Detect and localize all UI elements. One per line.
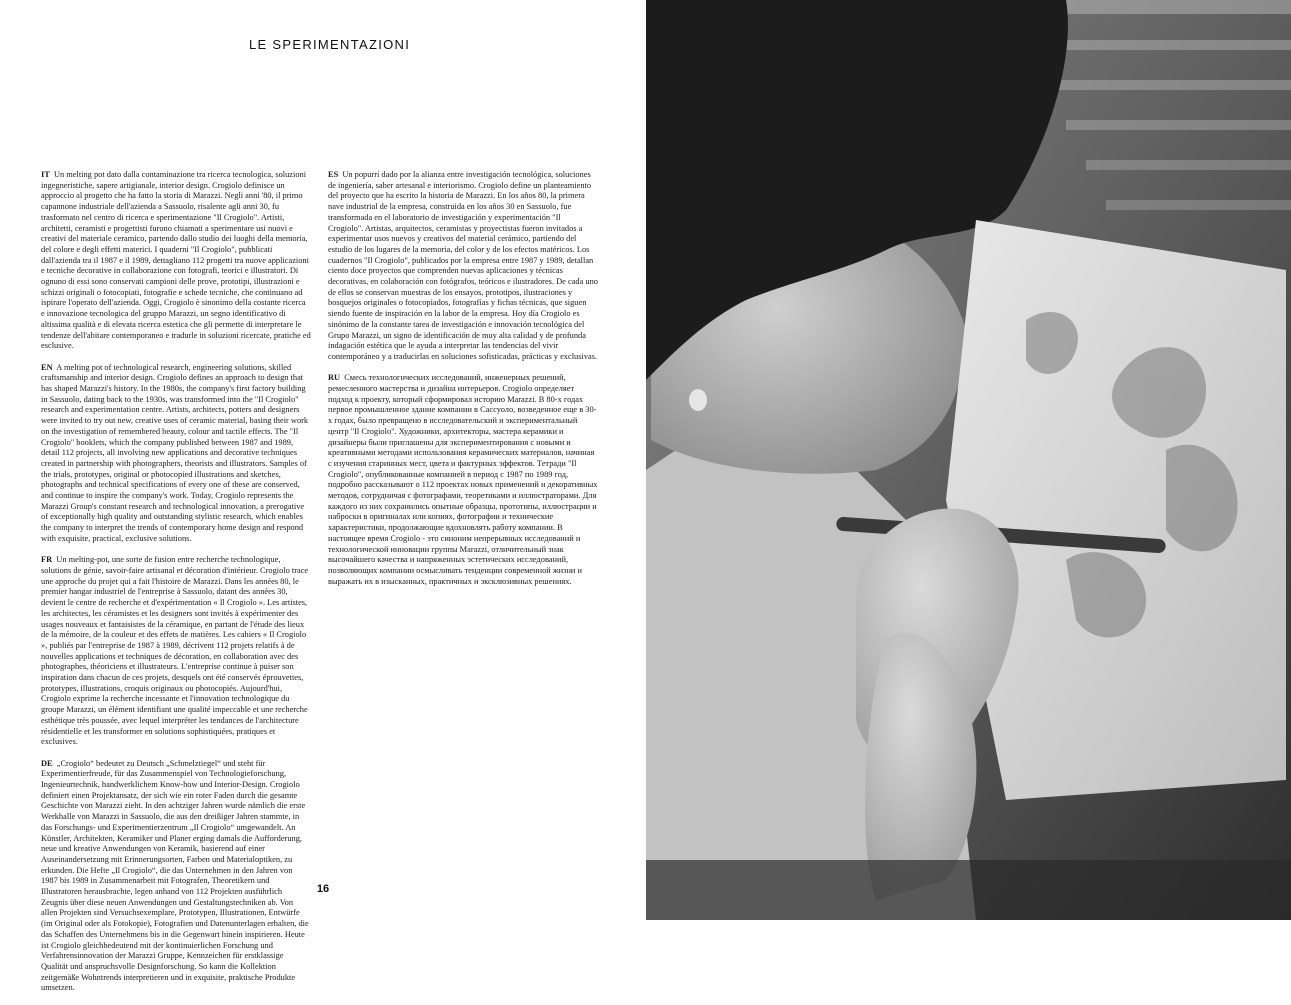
paragraph-ru <box>328 373 598 587</box>
paragraph-ru-body: Смесь технологических исследований, инженерных решений, ремесленного мастерства и дизайна интерьеров. Crogiolo определяет подход к проекту, который сформировал историю Marazzi. В 80-х годах первое промышленное здание компании в Сассуоло, возведенное еще в 30-х годах, было превращено в исследовательский и экспериментальный центр "Il Crogiolo". Художники, архитекторы, мастера керамики и дизайнеры были приглашены для экспериментирования с новыми и креативными методами использования керамических материалов, начиная с изучения старинных мест, цвета и фактурных эффектов. Тетради "Il Crogiolo", опубликованные компанией в период с 1987 по 1989 год, подробно рассказывают о 112 проектах новых применений и декоративных методов, сотрудничая с фотографами, теоретиками и иллюстраторами. Для каждого из них сохранились опытные образцы, прототипы, иллюстрации и наброски в оригиналах или копиях, фотографии и технические характеристики, продолжающие вдохновлять работу компании. В настоящее время Crogiolo - это синоним непрерывных исследований и технологической инновации группы Marazzi, отличительный знак высочайшего качества и напряженных эстетических исследований, позволяющих компании осмысливать тенденции современной жизни и выражать их в изысканных, практичных и эксклюзивных решениях. <box>328 373 598 586</box>
text-page <box>0 0 646 993</box>
text-column-left <box>41 170 311 1005</box>
page-title: LE SPERIMENTAZIONI <box>249 37 411 52</box>
paragraph-en <box>41 363 311 545</box>
photo-illustration <box>646 0 1291 920</box>
language-label-de: DE <box>41 758 53 768</box>
language-label-ru: RU <box>328 373 341 383</box>
language-label-it: IT <box>41 170 50 179</box>
paragraph-it-body: Un melting pot dato dalla contaminazione tra ricerca tecnologica, soluzioni ingegneristiche, sapere artigianale, interior design. Crogiolo definisce un approccio al progetto che ha fatto la storia di Marazzi. Negli anni '80, il primo capannone industriale dell'azienda a Sassuolo, risalente agli anni 30, fu trasformato nel centro di ricerca e sperimentazione "Il Crogiolo". Artisti, architetti, ceramisti e progettisti furono chiamati a sperimentare usi nuovi e creativi del materiale ceramico, partendo dallo studio dei luoghi della memoria, del colore e degli effetti materici. I quaderni "Il Crogiolo", pubblicati dall'azienda tra il 1987 e il 1989, dettagliano 112 progetti tra nuove applicazioni e tecniche decorative in collaborazione con fotografi, teorici e illustratori. Di ognuno di essi sono conservati campioni delle prove, prototipi, illustrazioni e schizzi originali o fotocopiati, fotografie e schede tecniche, che continuano ad ispirare l'operato dell'azienda. Oggi, Crogiolo è sinonimo della costante ricerca e innovazione tecnologica del gruppo Marazzi, un segno identificativo di altissima qualità e di elevata ricerca estetica che gli permette di interpretare le tendenze dell'abitare contemporaneo e tradurle in soluzioni ricercate, pratiche ed esclusive. <box>41 170 311 351</box>
page-number: 16 <box>316 883 330 895</box>
paragraph-de-body: „Crogiolo“ bedeutet zu Deutsch „Schmelztiegel“ und steht für Experimentierfreude, für das Zusammenspiel von Technologieforschung, Ingenieurtechnik, handwerklichem Know-how und Interior-Design. Crogiolo definiert einen Projektansatz, der sich wie ein roter Faden durch die gesamte Geschichte von Marazzi zieht. In den achtziger Jahren wurde nämlich die erste Werkhalle von Marazzi in Sassuolo, die aus den dreißiger Jahren stammte, in das Forschungs- und Experimentierzentrum „Il Crogiolo“ umgewandelt. An Künstler, Architekten, Keramiker und Planer erging damals die Aufforderung, neue und kreative Anwendungen von Keramik, basierend auf einer Auseinandersetzung mit Erinnerungsorten, Farben und Materialoptiken, zu erkunden. Die Hefte „Il Crogiolo“, die das Unternehmen in den Jahren von 1987 bis 1989 in Zusammenarbeit mit Fotografen, Theoretikern und Illustratoren herausbrachte, legen anhand von 112 Projekten ausführlich Zeugnis über diese neuen Anwendungen und Gestaltungstechniken ab. Von allen Projekten sind Versuchsexemplare, Prototypen, Illustrationen, Entwürfe (im Original oder als Fotokopie), Fotografien und Datenunterlagen erhalten, die das Schaffen des Unternehmens bis in die Gegenwart hinein inspirieren. Heute ist Crogiolo gleichbedeutend mit der kontinuierlichen Forschung und Verfahrensinnovation der Marazzi Gruppe, Kennzeichen für erstklassige Qualität und anspruchsvolle Designforschung. So kann die Kollektion zeitgemäße Wohntrends interpretieren und in exquisite, praktische Produkte umsetzen. <box>41 758 309 993</box>
paragraph-fr-body: Un melting-pot, une sorte de fusion entre recherche technologique, solutions de génie, savoir-faire artisanal et décoration d'intérieur. Crogiolo trace une approche du projet qui a fait l'histoire de Marazzi. Dans les années 80, le premier hangar industriel de l'entreprise à Sassuolo, datant des années 30, devient le centre de recherche et d'expérimentation « Il Crogiolo ». Les artistes, les architectes, les céramistes et les designers sont invités à expérimenter des usages nouveaux et fantaisistes de la céramique, en partant de l'étude des lieux de la mémoire, de la couleur et des effets de matières. Les cahiers « Il Crogiolo », publiés par l'entreprise de 1987 à 1989, décrivent 112 projets relatifs à de nouvelles applications et techniques de décoration, en collaboration avec des photographes, théoriciens et illustrateurs. L'entreprise continue à puiser son inspiration dans chacun de ces projets, desquels ont été conservés éprouvettes, prototypes, illustrations, croquis originaux ou photocopiés. Aujourd'hui, Crogiolo exprime la recherche incessante et l'innovation technologique du groupe Marazzi, un élément identifiant une qualité impeccable et une recherche esthétique très poussée, avec lequel interpréter les tendances de l'architecture résidentielle et les transformer en solutions sophistiquées, pratiques et exclusives. <box>41 555 309 747</box>
earring <box>689 389 707 411</box>
paragraph-en-body: A melting pot of technological research, engineering solutions, skilled craftsmanship and interior design. Crogiolo defines an approach to design that has shaped Marazzi's history. In the 1980s, the company's first factory building in Sassuolo, dating back to the 1930s, was transformed into the "Il Crogiolo" research and experimentation centre. Artists, architects, potters and designers were invited to try out new, creative uses of ceramic material, basing their work on the investigation of remembered beauty, colour and tactile effects. The "Il Crogiolo" booklets, which the company published between 1987 and 1989, detail 112 projects, all involving new applications and decorative techniques created in partnership with photographers, theorists and illustrators. Samples of the trials, prototypes, original or photocopied illustrations and sketches, photographs and technical specifications of every one of these are conserved, and continue to inspire the company's work. Today, Crogiolo represents the Marazzi Group's constant research and technological innovation, a prerogative of exceptionally high quality and outstanding stylistic research, which enables the company to interpret the trends of contemporary home design and respond with exquisite, practical, exclusive solutions. <box>41 362 309 543</box>
workbench-edge <box>646 860 1291 920</box>
paragraph-it <box>41 170 311 352</box>
photo-artisan-painting-tile <box>646 0 1291 920</box>
paragraph-de <box>41 759 311 994</box>
text-column-right <box>328 170 598 598</box>
language-label-en: EN <box>41 362 53 372</box>
paragraph-fr <box>41 555 311 748</box>
language-label-es: ES <box>328 170 339 179</box>
paragraph-es-body: Un popurrí dado por la alianza entre investigación tecnológica, soluciones de ingeniería, saber artesanal e interiorismo. Crogiolo define un planteamiento del proyecto que ha escrito la historia de Marazzi. En los años 80, la primera nave industrial de la empresa, construida en los años 30 en Sassuolo, fue transformada en el laboratorio de investigación y experimentación "Il Crogiolo". Artistas, arquitectos, ceramistas y proyectistas fueron invitados a experimentar usos nuevos y creativos del material cerámico, partiendo del estudio de los lugares de la memoria, del color y de los efectos matéricos. Los cuadernos "Il Crogiolo", publicados por la empresa entre 1987 y 1989, detallan ciento doce proyectos que comprenden nuevas aplicaciones y técnicas decorativas, en colaboración con fotógrafos, teóricos e ilustradores. De cada uno de ellos se conservan muestras de los ensayos, prototipos, ilustraciones y bosquejos originales o fotocopiados, fotografías y fichas técnicas, que siguen siendo fuente de inspiración en la labor de la empresa. Hoy día Crogiolo es sinónimo de la constante tarea de investigación e innovación tecnológica del Grupo Marazzi, un signo de identificación de muy alta calidad y de profunda indagación estética que le ayuda a interpretar las tendencias del vivir contemporáneo y a traducirlas en soluciones sofisticadas, prácticas y exclusivas. <box>328 170 598 361</box>
language-label-fr: FR <box>41 555 53 565</box>
paragraph-es <box>328 170 598 363</box>
